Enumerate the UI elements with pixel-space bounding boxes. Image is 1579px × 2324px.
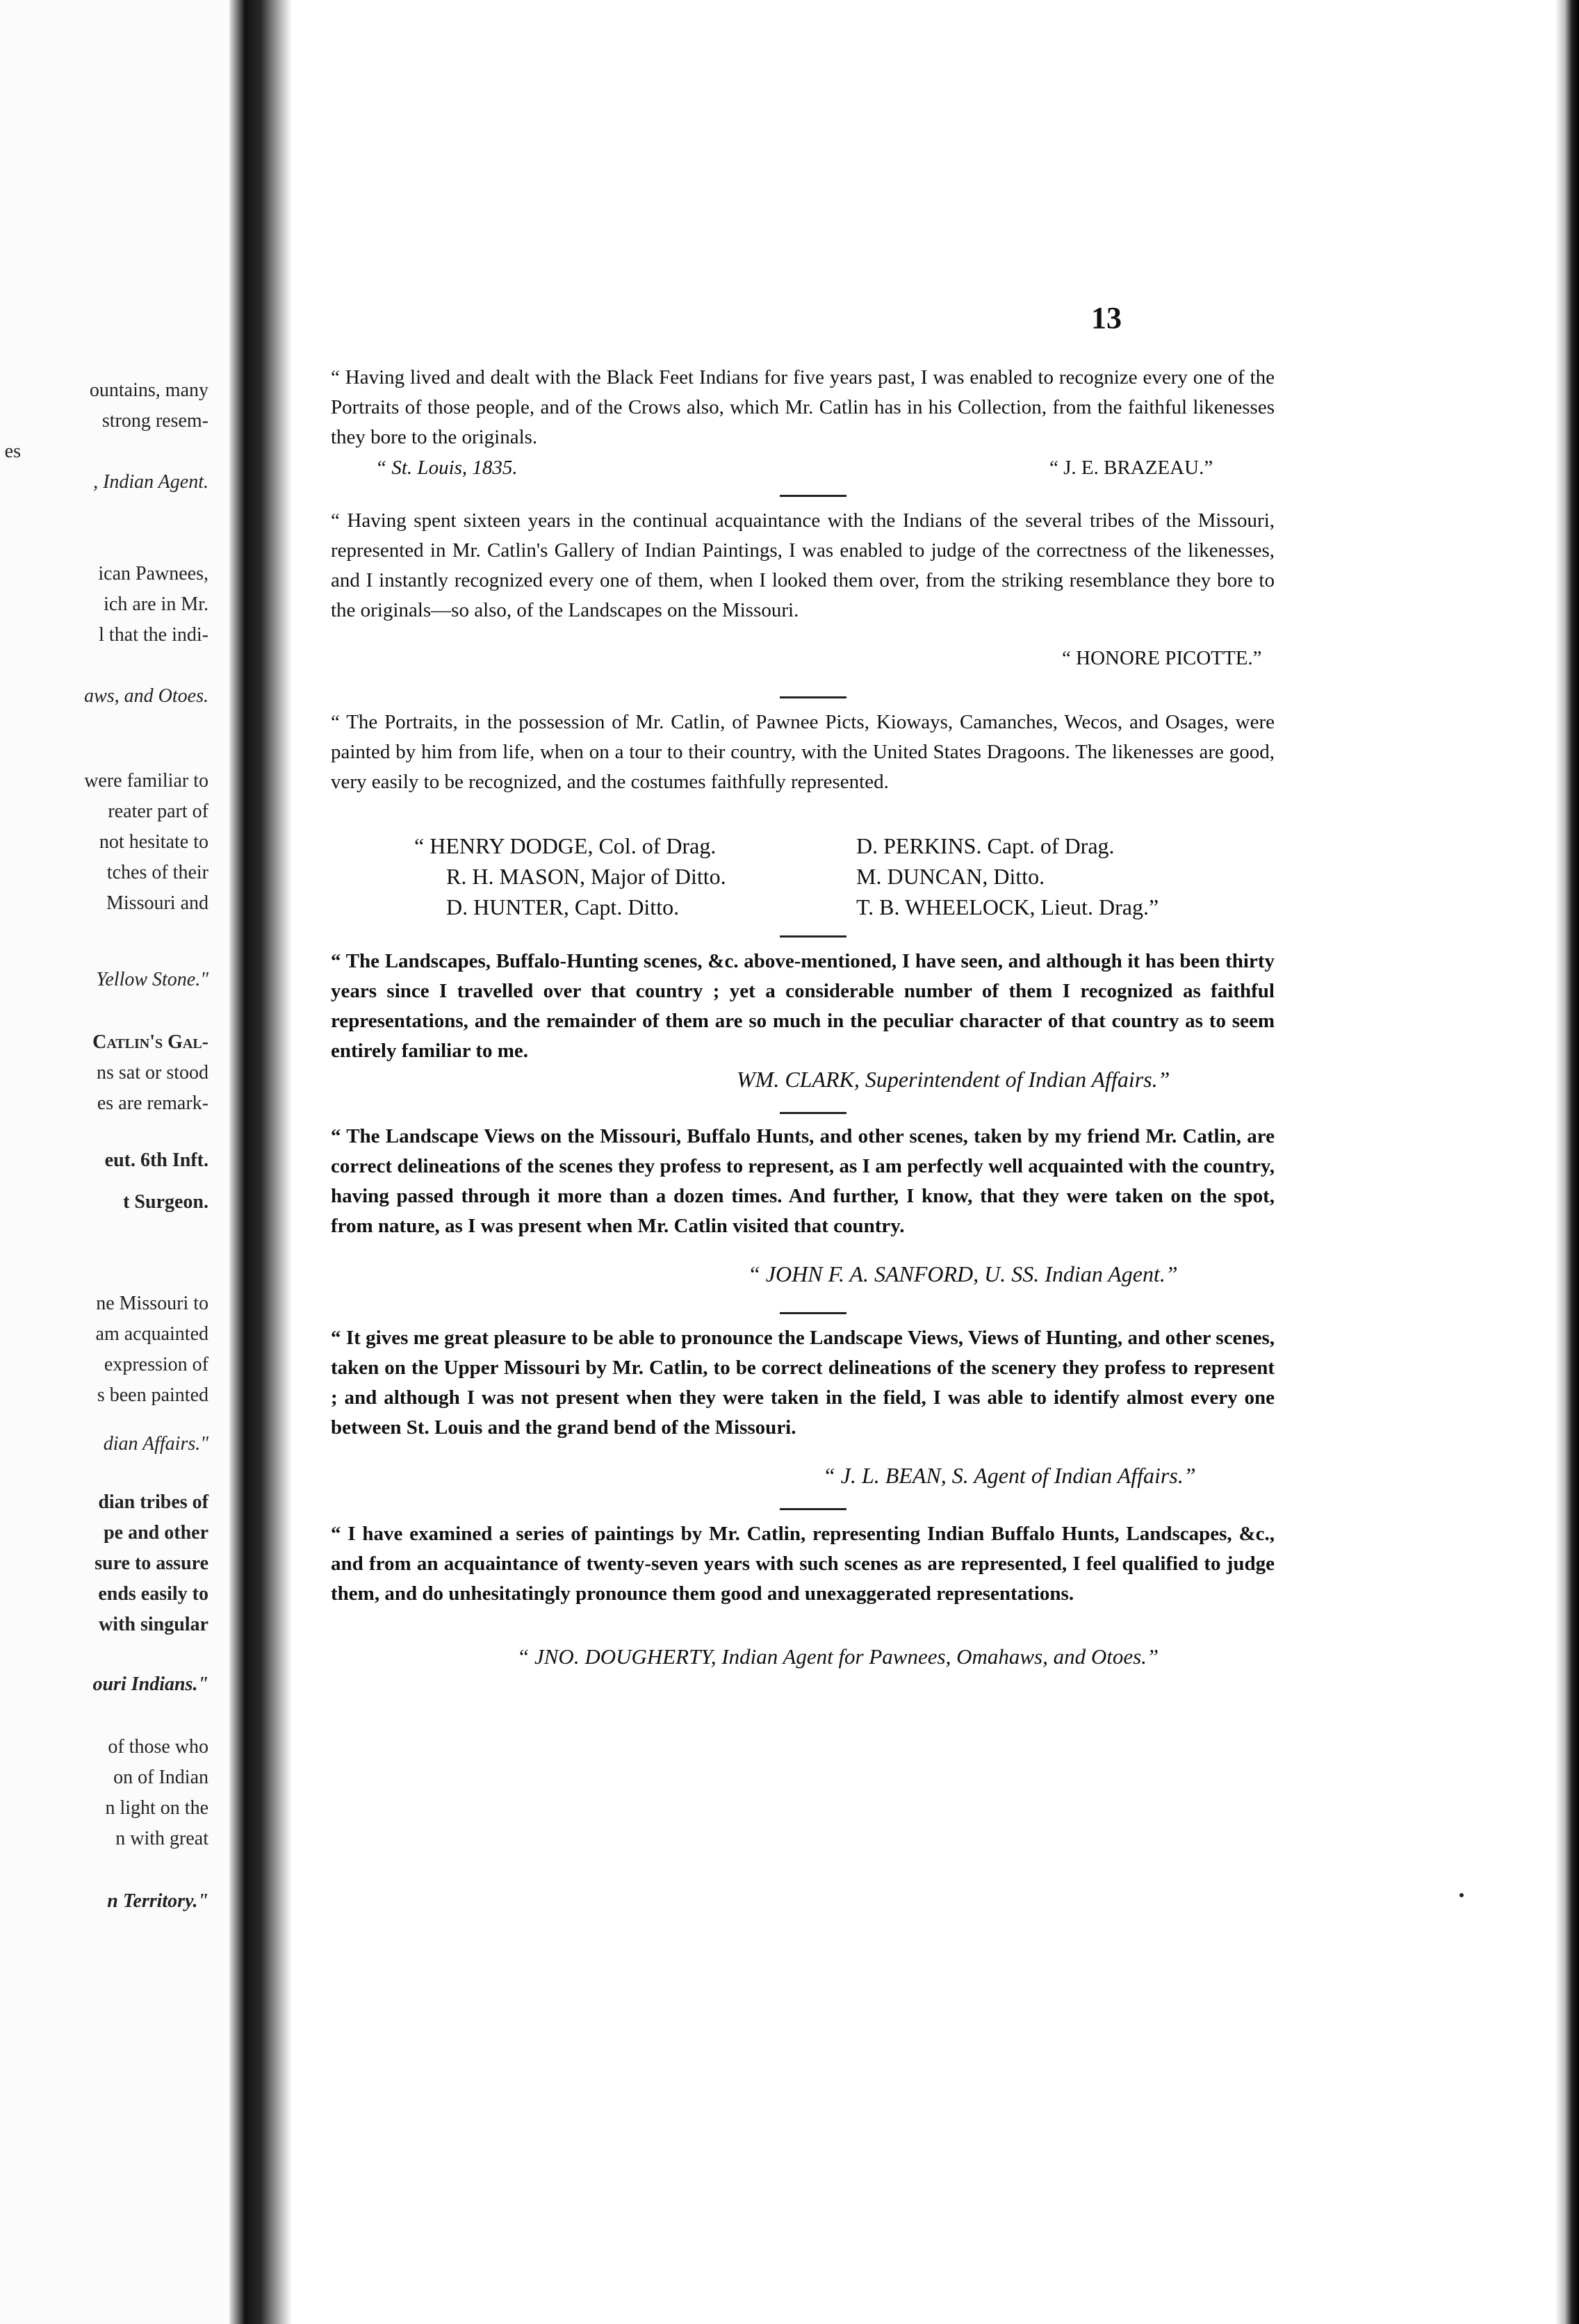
left-line: n with great (115, 1828, 208, 1849)
testimonial-brazeau-signature: “ J. E. BRAZEAU.” (1049, 457, 1213, 479)
divider-rule (780, 935, 846, 938)
book-gutter-shadow (229, 0, 292, 2324)
left-line: expression of (104, 1354, 208, 1375)
signer-mason: R. H. MASON, Major of Ditto. (446, 864, 726, 889)
testimonial-sanford-text: “ The Landscape Views on the Missouri, Buffalo Hunts, and other scenes, taken by my friend Mr. Catlin, are correct delineations of the scenes they profess to represent, as I am perfectly well acquainted with the country, having passed through it more than a dozen times. And further, I know, that they were taken on the spot, from nature, as I was present when Mr. Catlin visited that country. (331, 1125, 1275, 1237)
testimonial-sanford-signature: “ JOHN F. A. SANFORD, U. SS. Indian Agent.” (748, 1261, 1178, 1286)
divider-rule (780, 1312, 846, 1314)
left-line: ends easily to (98, 1583, 208, 1605)
testimonial-bean-text: “ It gives me great pleasure to be able to pronounce the Landscape Views, Views of Hunting, and other scenes, taken on the Upper Missouri by Mr. Catlin, to be correct delineations of the scenery they profess to represent ; and although I was not present when they were taken in the field, I was able to identify almost every one between St. Louis and the grand bend of the Missouri. (331, 1327, 1275, 1439)
left-line: not hesitate to (99, 831, 208, 853)
left-line: reater part of (108, 801, 208, 822)
left-line: dian Affairs." (103, 1433, 208, 1455)
left-line: t Surgeon. (123, 1191, 208, 1213)
facing-page-fragment (0, 0, 236, 2324)
signer-dodge: “ HENRY DODGE, Col. of Drag. (414, 833, 717, 858)
left-line: eut. 6th Inft. (104, 1149, 208, 1171)
signer-hunter: D. HUNTER, Capt. Ditto. (446, 894, 680, 919)
left-line: ne Missouri to (96, 1293, 208, 1314)
testimonial-brazeau-text: “ Having lived and dealt with the Black Feet Indians for five years past, I was enabled to recognize every one of the Portraits of those people, and of the Crows also, which Mr. Catlin has in his Collection, from the faithful likenesses they bore to the originals. (331, 366, 1275, 448)
testimonial-dougherty-signature: “ JNO. DOUGHERTY, Indian Agent for Pawnees, Omahaws, and Otoes.” (517, 1644, 1159, 1669)
left-line: Missouri and (106, 892, 208, 914)
left-line: s been painted (97, 1384, 208, 1406)
left-line: n light on the (105, 1797, 208, 1819)
left-line: ountains, many (89, 379, 208, 401)
signer-perkins: D. PERKINS. Capt. of Drag. (856, 833, 1115, 858)
speck (1459, 1893, 1464, 1897)
divider-rule (780, 696, 846, 698)
page-number: 13 (1091, 301, 1122, 335)
left-line: were familiar to (84, 770, 208, 792)
left-line: am acquainted (95, 1323, 208, 1345)
divider-rule (780, 1508, 846, 1510)
left-line: pe and other (104, 1522, 208, 1544)
left-line: on of Indian (113, 1767, 208, 1788)
left-line: dian tribes of (98, 1491, 208, 1513)
testimonial-dougherty-text: “ I have examined a series of paintings by Mr. Catlin, representing Indian Buffalo Hunts, Landscapes, &c., and from an acquaintance of twenty-seven years with such scenes as are represented, I feel qualified to judge them, and do unhesitatingly pronounce them good and unexaggerated representations. (331, 1523, 1275, 1605)
testimonial-bean-signature: “ J. L. BEAN, S. Agent of Indian Affairs.” (823, 1463, 1196, 1488)
left-line: strong resem- (101, 410, 208, 432)
left-line: n Territory." (107, 1890, 208, 1912)
signer-wheelock: T. B. WHEELOCK, Lieut. Drag.” (856, 894, 1159, 919)
left-line: of those who (108, 1736, 208, 1758)
signer-duncan: M. DUNCAN, Ditto. (856, 864, 1045, 889)
testimonial-clark-signature: WM. CLARK, Superintendent of Indian Affairs.” (737, 1067, 1170, 1092)
testimonial-picotte-signature: “ HONORE PICOTTE.” (1062, 647, 1262, 669)
left-line: with singular (99, 1614, 208, 1635)
left-line: es (4, 441, 21, 462)
left-line: aws, and Otoes. (84, 685, 208, 707)
testimonial-picotte-text: “ Having spent sixteen years in the continual acquaintance with the Indians of the several tribes of the Missouri, represented in Mr. Catlin's Gallery of Indian Paintings, I was enabled to judge of the correctness of the likenesses, and I instantly recognized every one of them, when I looked them over, from the striking resemblance they bore to the originals—so also, of the Landscapes on the Missouri. (331, 509, 1275, 621)
testimonial-brazeau-place-date: “ St. Louis, 1835. (375, 457, 518, 479)
left-line: Yellow Stone." (96, 969, 208, 990)
left-line: sure to assure (95, 1553, 208, 1574)
testimonial-dragoons-text: “ The Portraits, in the possession of Mr. Catlin, of Pawnee Picts, Kioways, Camanches, Wecos, and Osages, were painted by him from life, when on a tour to their country, with the United States Dragoons. The likenesses are good, very easily to be recognized, and the costumes faithfully represented. (331, 711, 1275, 793)
divider-rule (780, 495, 846, 497)
testimonial-clark-text: “ The Landscapes, Buffalo-Hunting scenes, &c. above-mentioned, I have seen, and although it has been thirty years since I travelled over that country ; yet a considerable number of them I recognized as faithful representations, and the remainder of them are so much in the peculiar character of that country as to seem entirely familiar to me. (331, 950, 1275, 1062)
left-line: Catlin's Gal- (92, 1031, 208, 1053)
main-page (292, 0, 1555, 2324)
left-line: ns sat or stood (97, 1062, 208, 1083)
divider-rule (780, 1112, 846, 1114)
left-line: ican Pawnees, (98, 563, 208, 584)
left-line: ouri Indians." (92, 1674, 208, 1695)
page-edge-shadow (1555, 0, 1579, 2324)
left-line: l that the indi- (99, 624, 208, 646)
left-line: es are remark- (97, 1093, 208, 1114)
left-line: ich are in Mr. (104, 594, 208, 615)
left-line: tches of their (106, 862, 208, 883)
left-line: , Indian Agent. (93, 471, 208, 493)
